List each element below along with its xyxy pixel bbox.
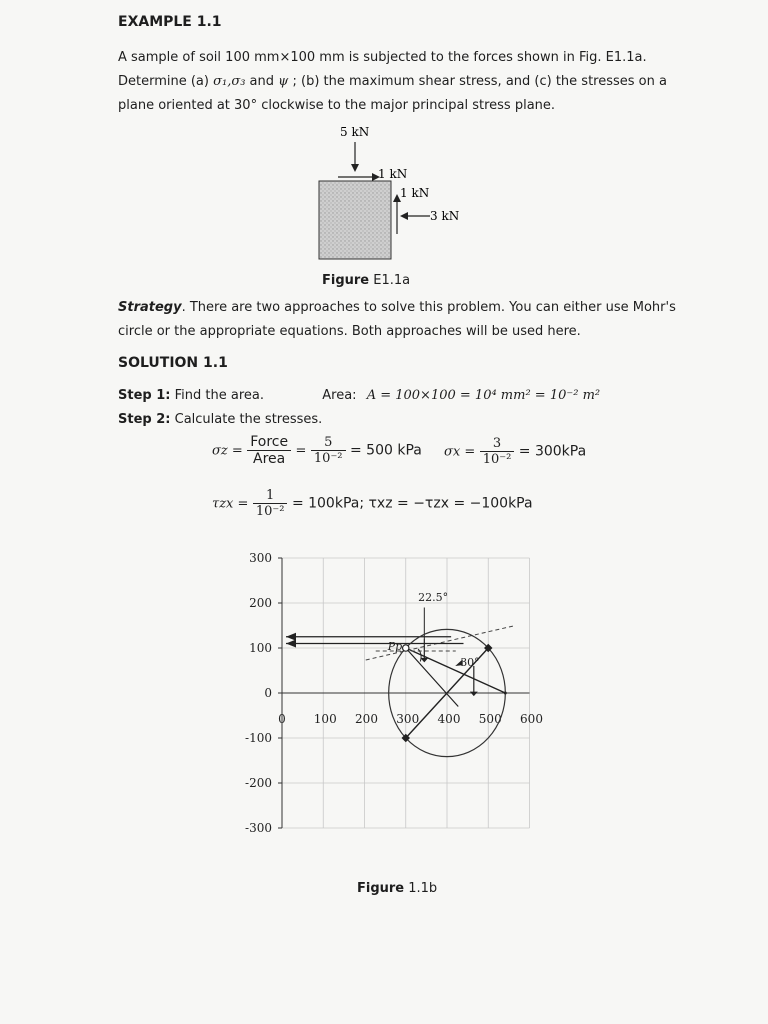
arrow-left-icon <box>286 640 296 648</box>
arrow-down-icon <box>351 164 359 172</box>
arrow-left-icon <box>286 633 296 641</box>
problem-line-3: plane oriented at 30° clockwise to the major principal stress plane. <box>118 98 556 113</box>
x-tick-label: 600 <box>520 712 543 726</box>
figure-a-caption: Figure E1.1a <box>322 273 411 288</box>
y-tick-label: -100 <box>245 731 272 745</box>
strategy-label: Strategy <box>118 300 182 315</box>
pole-30deg-line <box>406 648 459 707</box>
soil-sample <box>319 181 391 259</box>
y-tick-label: -200 <box>245 776 272 790</box>
problem-line-2: Determine (a) σ₁,σ₃ and ψ ; (b) the maximum shear stress, and (c) the stresses on a <box>118 74 667 89</box>
x-tick-label: 100 <box>313 712 337 726</box>
chart-axes <box>278 558 530 828</box>
data-point <box>504 692 507 695</box>
problem-statement <box>118 46 718 118</box>
y-tick-label: 100 <box>249 641 272 655</box>
x-tick-label: 200 <box>355 712 378 726</box>
figure-e1-1a <box>300 120 500 270</box>
x-tick-label: 500 <box>478 712 502 726</box>
force-top-shear-label: 1 kN <box>378 167 408 181</box>
x-tick-label: 300 <box>396 712 420 726</box>
force-side-shear-label: 1 kN <box>400 186 430 200</box>
force-side-label: 3 kN <box>430 209 460 223</box>
equation-sigma-z: σz = $\frac{\text{Force}}{\text{Area}}$ = $\frac{5}{\text{10⁻²}}$ = 500 kPa <box>212 434 422 467</box>
y-tick-label: -300 <box>245 821 272 835</box>
x-tick-label: 0 <box>278 712 286 726</box>
angle-label: 22.5° <box>418 590 449 604</box>
data-point <box>403 645 409 651</box>
arrow-down-icon <box>470 692 478 697</box>
area-equation: A = 100×100 = 10⁴ mm² = 10⁻² m² <box>366 388 601 403</box>
strategy-paragraph: Strategy. There are two approaches to solve this problem. You can either use Mohr's circle or the appropriate equations. Both approaches will be used here. <box>118 300 676 339</box>
solution-heading: SOLUTION 1.1 <box>118 355 228 371</box>
y-tick-label: 200 <box>249 596 272 610</box>
angle-label: 30° <box>460 656 480 669</box>
step-1: Step 1: Find the area. Area: A = 100×100 = 10⁴ mm² = 10⁻² m² <box>118 388 601 403</box>
example-heading: EXAMPLE 1.1 <box>118 14 222 30</box>
pole-label: Pp <box>387 640 403 653</box>
figure-b-caption: Figure 1.1b <box>357 881 438 896</box>
mohr-circle-chart <box>230 545 570 845</box>
equation-tau: τzx = $\frac{1}{\text{10⁻²}}$ = 100kPa; τxz = −τzx = −100kPa <box>212 488 533 519</box>
y-tick-label: 300 <box>249 551 272 565</box>
y-tick-label: 0 <box>264 686 272 700</box>
x-tick-label: 400 <box>437 712 461 726</box>
arrow-left-icon <box>400 212 408 220</box>
equation-sigma-x: σx = $\frac{3}{\text{10⁻²}}$ = 300kPa <box>444 436 587 467</box>
force-top-label: 5 kN <box>340 125 370 139</box>
step-2: Step 2: Calculate the stresses. <box>118 412 323 427</box>
problem-line-1: A sample of soil 100 mm×100 mm is subjected to the forces shown in Fig. E1.1a. <box>118 50 647 65</box>
